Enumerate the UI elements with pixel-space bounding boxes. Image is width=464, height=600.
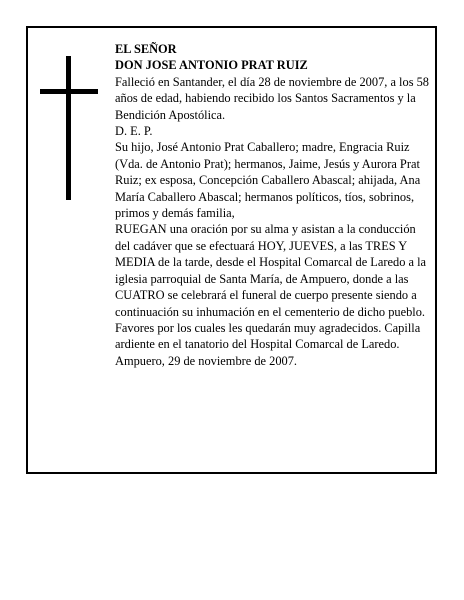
death-paragraph: Falleció en Santander, el día 28 de noviembre de 2007, a los 58 años de edad, habiendo recibido los Santos Sacramentos y la Bendición Apostólica. — [115, 74, 430, 122]
rip-text: D. E. P. — [115, 124, 153, 139]
notice-title-line-1: EL SEÑOR — [115, 42, 177, 56]
family-paragraph: Su hijo, José Antonio Prat Caballero; madre, Engracia Ruiz (Vda. de Antonio Prat); hermanos, Jaime, Jesús y Aurora Prat Ruiz; ex esposa, Concepción Caballero Abascal; ahijada, Ana María Caballero Abascal; hermanos políticos, tíos, sobrinos, primos y demás familia, — [115, 140, 421, 221]
deceased-name: DON JOSE ANTONIO PRAT RUIZ — [115, 58, 308, 73]
notice-text — [115, 41, 431, 369]
cross-horizontal-bar — [40, 89, 98, 94]
latin-cross-icon — [40, 56, 94, 200]
cross-vertical-bar — [66, 56, 71, 200]
request-paragraph: RUEGAN una oración por su alma y asistan a la conducción del cadáver que se efectuará HOY, JUEVES, a las TRES Y MEDIA de la tarde, desde el Hospital Comarcal de Laredo a la iglesia parroquial de Santa María, de Ampuero, donde a las CUATRO se celebrará el funeral de cuerpo presente siendo a continuación su inhumación en el cementerio de dicho pueblo. Favores por los cuales les quedarán muy agradecidos. Capilla ardiente en el tanatorio del Hospital Comarcal de Laredo. — [115, 222, 427, 352]
obituary-notice — [26, 26, 437, 474]
place-date: Ampuero, 29 de noviembre de 2007. — [115, 353, 298, 368]
